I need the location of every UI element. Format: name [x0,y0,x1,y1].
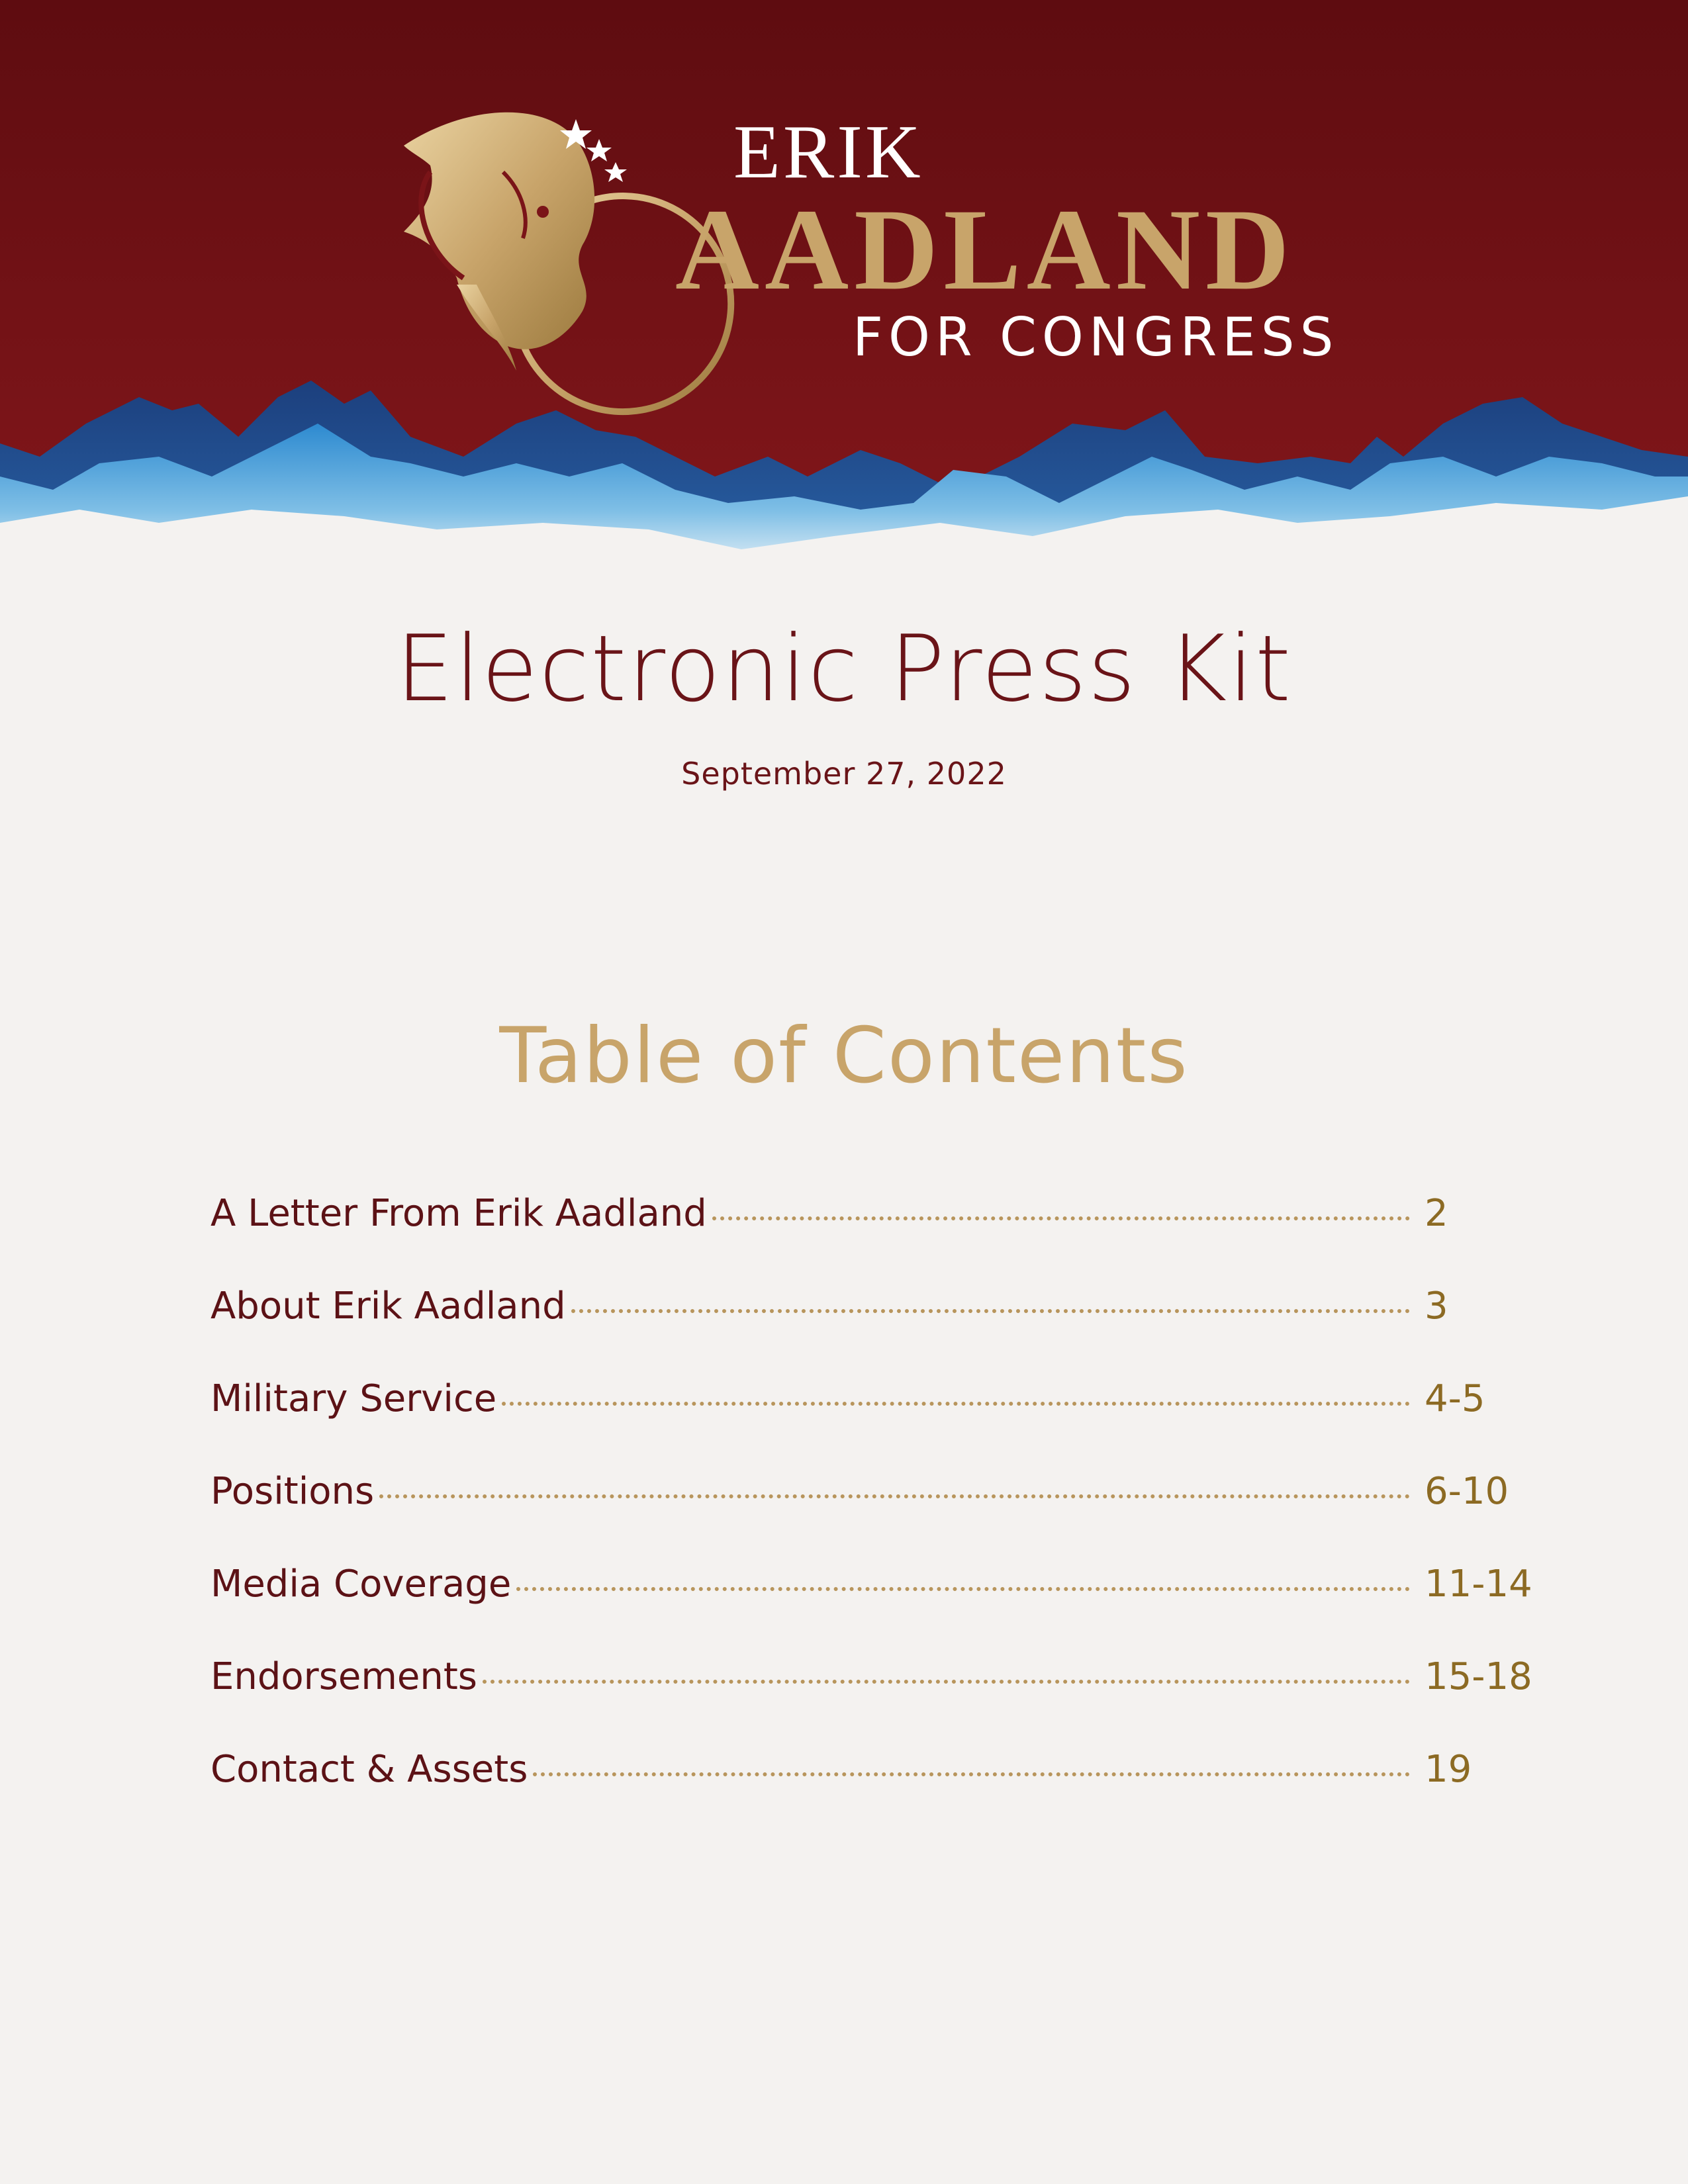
toc-entry-label: About Erik Aadland [211,1285,566,1328]
toc-entry-pages: 3 [1425,1285,1448,1328]
brand-first-name: ERIK [733,110,923,195]
toc-entry-about[interactable] [211,1284,1521,1377]
toc-entry-label: Military Service [211,1377,497,1420]
document-title: Electronic Press Kit [395,615,1293,722]
toc-entry-endorsements[interactable] [211,1655,1532,1747]
toc-entry-label: Positions [211,1470,375,1513]
toc-entry-pages: 15-18 [1425,1655,1532,1698]
toc-entry-pages: 11-14 [1425,1563,1532,1606]
toc-entry-label: Contact & Assets [211,1748,528,1791]
dot-leader [712,1216,1410,1220]
brand-last-name: AADLAND [675,185,1295,314]
toc-entry-pages: 6-10 [1425,1470,1509,1513]
brand-tagline: FOR CONGRESS [853,306,1339,368]
header-banner [0,0,1688,569]
toc-entry-label: Endorsements [211,1655,477,1698]
toc-heading: Table of Contents [499,1011,1189,1101]
toc-entry-contact[interactable] [211,1747,1521,1840]
toc-entry-pages: 19 [1425,1748,1472,1791]
dot-leader [533,1772,1410,1776]
table-of-contents [211,1191,1532,1840]
dot-leader [379,1494,1410,1498]
toc-entry-pages: 4-5 [1425,1377,1485,1420]
document-date: September 27, 2022 [681,756,1007,792]
toc-entry-pages: 2 [1425,1192,1448,1235]
toc-entry-media[interactable] [211,1562,1532,1655]
dot-leader [483,1680,1410,1684]
toc-entry-label: Media Coverage [211,1563,512,1606]
dot-leader [516,1587,1410,1591]
toc-entry-positions[interactable] [211,1469,1521,1562]
toc-entry-letter[interactable] [211,1191,1521,1284]
dot-leader [571,1309,1410,1313]
dot-leader [502,1402,1410,1406]
toc-entry-label: A Letter From Erik Aadland [211,1192,707,1235]
toc-entry-military[interactable] [211,1377,1521,1469]
